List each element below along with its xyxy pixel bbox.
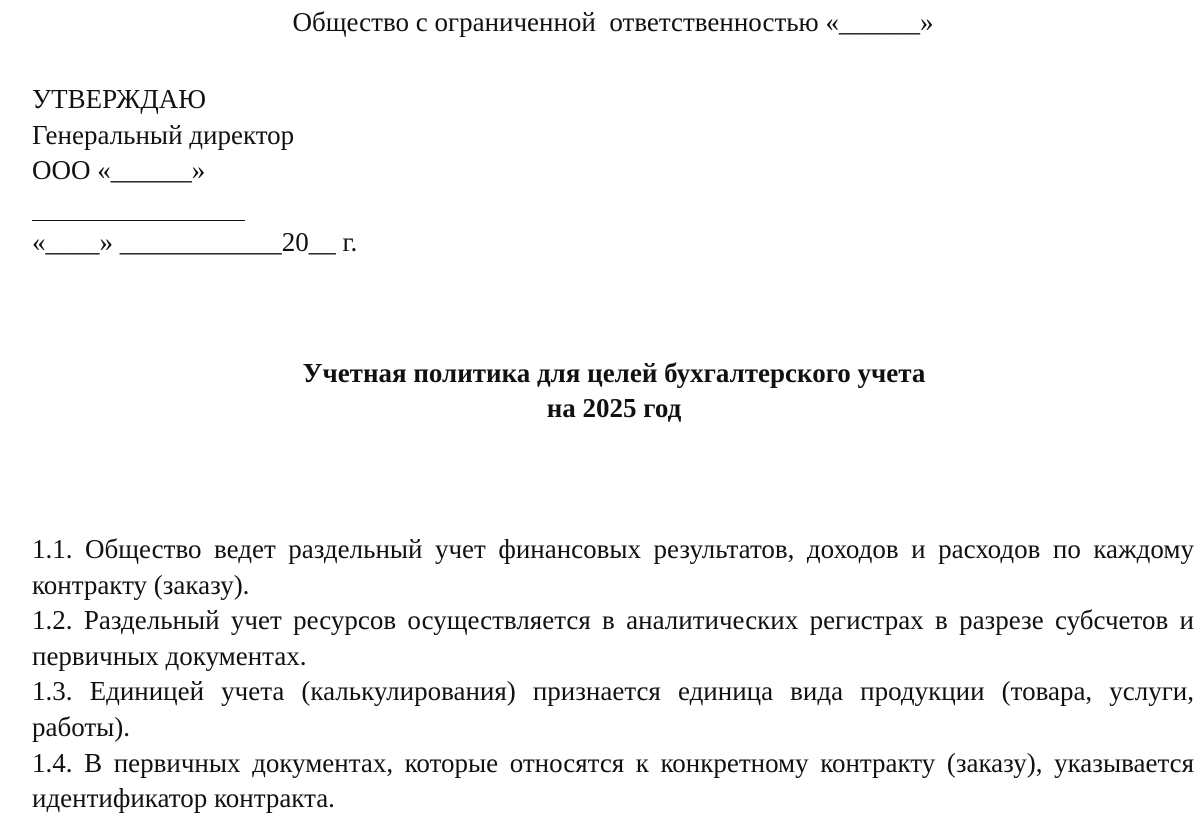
document-title-line-2: на 2025 год	[546, 393, 682, 423]
document-title-line-1: Учетная политика для целей бухгалтерского учета	[302, 358, 926, 388]
organization-header: Общество с ограниченной ответственностью «______»	[292, 7, 934, 37]
company-name: ООО «______»	[32, 155, 206, 185]
clause-1-1: 1.1. Общество ведет раздельный учет финансовых результатов, доходов и расходов по каждому контракту (заказу).	[32, 534, 1194, 600]
policy-clauses	[32, 532, 1194, 817]
approval-block	[32, 82, 294, 189]
director-position: Генеральный директор	[32, 119, 295, 150]
document-title	[0, 356, 1200, 426]
signature-line	[32, 220, 245, 221]
approve-word: УТВЕРЖДАЮ	[32, 84, 207, 114]
clause-1-2: 1.2. Раздельный учет ресурсов осуществляется в аналитических регистрах в разрезе субсчетов и первичных документах.	[32, 605, 1194, 671]
approval-date: «____» ____________20__ г.	[32, 227, 358, 257]
clause-1-4: 1.4. В первичных документах, которые относятся к конкретному контракту (заказу), указывается идентификатор контракта.	[32, 747, 1194, 814]
clause-1-3: 1.3. Единицей учета (калькулирования) признается единица вида продукции (товара, услуги, работы).	[32, 676, 1194, 742]
